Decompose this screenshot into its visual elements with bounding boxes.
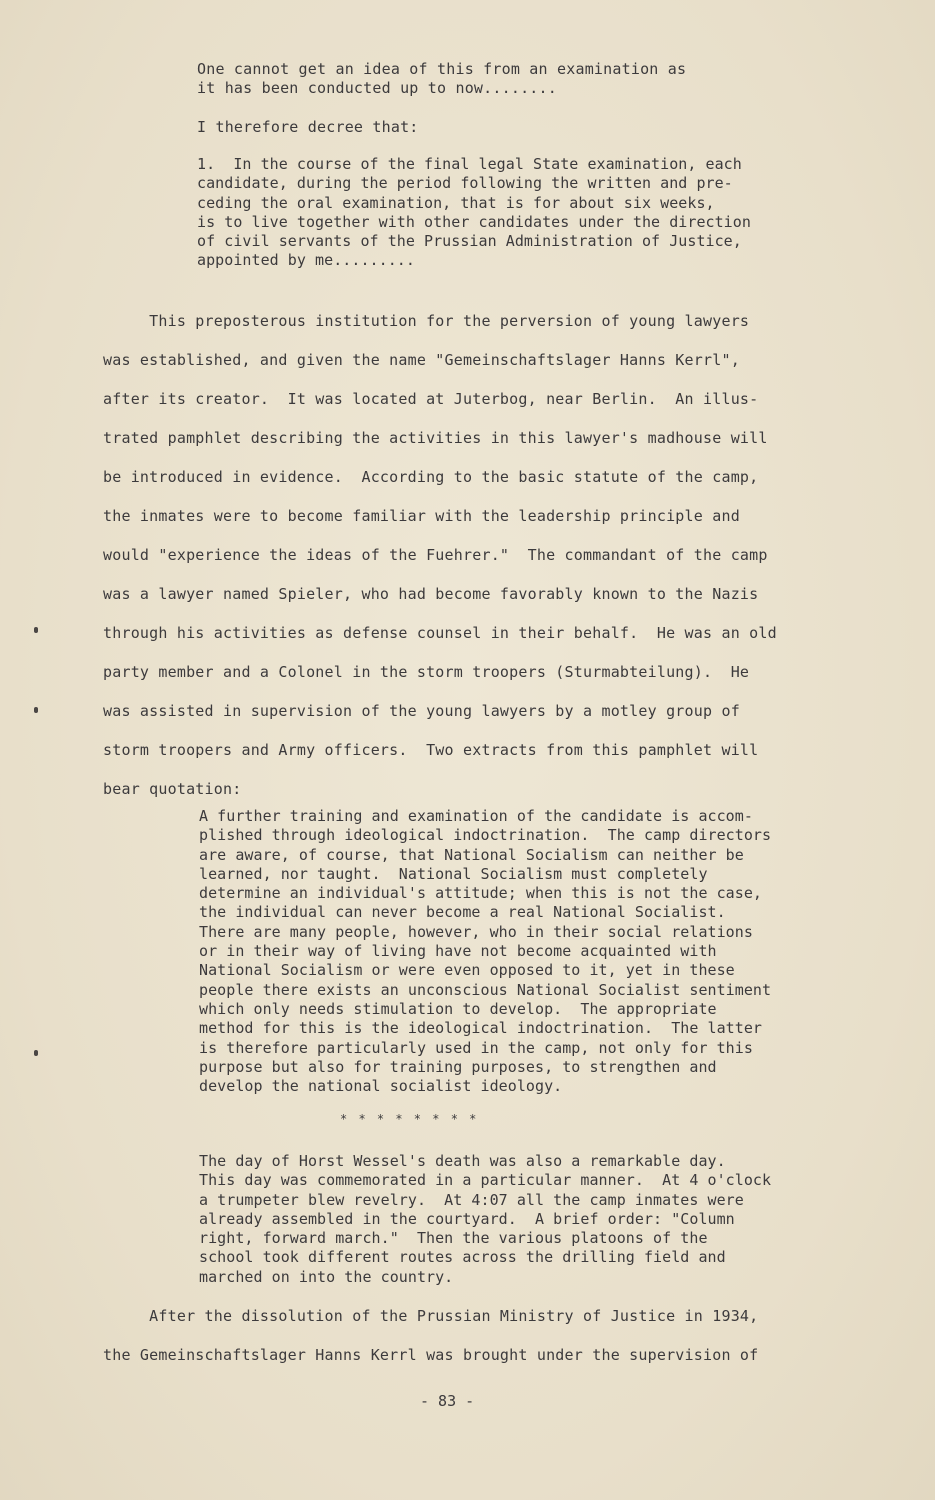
text-line: National Socialism or were even opposed to it, yet in these [199,961,735,980]
text-line: was assisted in supervision of the young lawyers by a motley group of [103,702,740,720]
text-line: after its creator. It was located at Juterbog, near Berlin. An illus- [103,390,759,408]
text-line: determine an individual's attitude; when this is not the case, [199,884,763,903]
text-line: are aware, of course, that National Socialism can neither be [199,845,744,864]
text-line: would "experience the ideas of the Fuehrer." The commandant of the camp [103,546,768,564]
intro-quote [197,60,686,99]
text-line: right, forward march." Then the various platoons of the [199,1229,708,1248]
text-line: which only needs stimulation to develop. The appropriate [199,999,717,1018]
text-line: candidate, during the period following the written and pre- [197,174,733,193]
margin-mark [34,627,38,633]
text-line: purpose but also for training purposes, to strengthen and [199,1057,717,1076]
text-line: of civil servants of the Prussian Administration of Justice, [197,232,742,251]
pamphlet-extract-2 [199,1152,771,1287]
text-line: develop the national socialist ideology. [199,1077,563,1096]
text-line: people there exists an unconscious National Socialist sentiment [199,980,772,999]
text-line: I therefore decree that: [197,118,419,136]
text-line: There are many people, however, who in their social relations [199,922,753,941]
closing-paragraph [103,1297,758,1375]
text-line: marched on into the country. [199,1267,454,1286]
text-line: plished through ideological indoctrination. The camp directors [199,826,772,845]
text-line: or in their way of living have not become acquainted with [199,942,717,961]
text-line: it has been conducted up to now........ [197,79,557,98]
text-line: appointed by me......... [197,251,415,270]
text-line: school took different routes across the drilling field and [199,1248,726,1267]
text-line: the inmates were to become familiar with the leadership principle and [103,507,740,525]
text-line: The day of Horst Wessel's death was also a remarkable day. [199,1152,726,1170]
margin-mark [34,1050,38,1056]
text-line: storm troopers and Army officers. Two extracts from this pamphlet will [103,741,759,759]
text-line: method for this is the ideological indoctrination. The latter [199,1019,763,1038]
text-line: This day was commemorated in a particular manner. At 4 o'clock [199,1171,772,1190]
text-line: is therefore particularly used in the camp, not only for this [199,1038,753,1057]
text-line: already assembled in the courtyard. A brief order: "Column [199,1209,735,1228]
text-line: After the dissolution of the Prussian Ministry of Justice in 1934, [103,1307,759,1325]
section-separator: * * * * * * * * [340,1112,479,1126]
text-line: One cannot get an idea of this from an examination as [197,60,687,78]
margin-mark [34,707,38,713]
body-paragraph [103,302,777,809]
text-line: This preposterous institution for the perversion of young lawyers [103,312,750,330]
text-line: A further training and examination of the candidate is accom- [199,807,753,825]
text-line: is to live together with other candidates under the direction [197,212,751,231]
pamphlet-extract-1 [199,807,771,1096]
text-line: party member and a Colonel in the storm troopers (Sturmabteilung). He [103,663,750,681]
text-line: the Gemeinschaftslager Hanns Kerrl was brought under the supervision of [103,1346,759,1364]
decree-item [197,155,751,271]
text-line: be introduced in evidence. According to the basic statute of the camp, [103,468,759,486]
text-line: was established, and given the name "Gemeinschaftslager Hanns Kerrl", [103,351,740,369]
text-line: 1. In the course of the final legal State examination, each [197,155,742,173]
text-line: learned, nor taught. National Socialism must completely [199,864,708,883]
text-line: trated pamphlet describing the activities in this lawyer's madhouse will [103,429,768,447]
text-line: through his activities as defense counsel in their behalf. He was an old [103,624,777,642]
text-line: the individual can never become a real National Socialist. [199,903,726,922]
text-line: ceding the oral examination, that is for about six weeks, [197,193,715,212]
decree-intro [197,118,419,137]
page-number: - 83 - [420,1392,475,1410]
text-line: bear quotation: [103,780,242,798]
text-line: a trumpeter blew revelry. At 4:07 all the camp inmates were [199,1190,744,1209]
text-line: was a lawyer named Spieler, who had become favorably known to the Nazis [103,585,759,603]
